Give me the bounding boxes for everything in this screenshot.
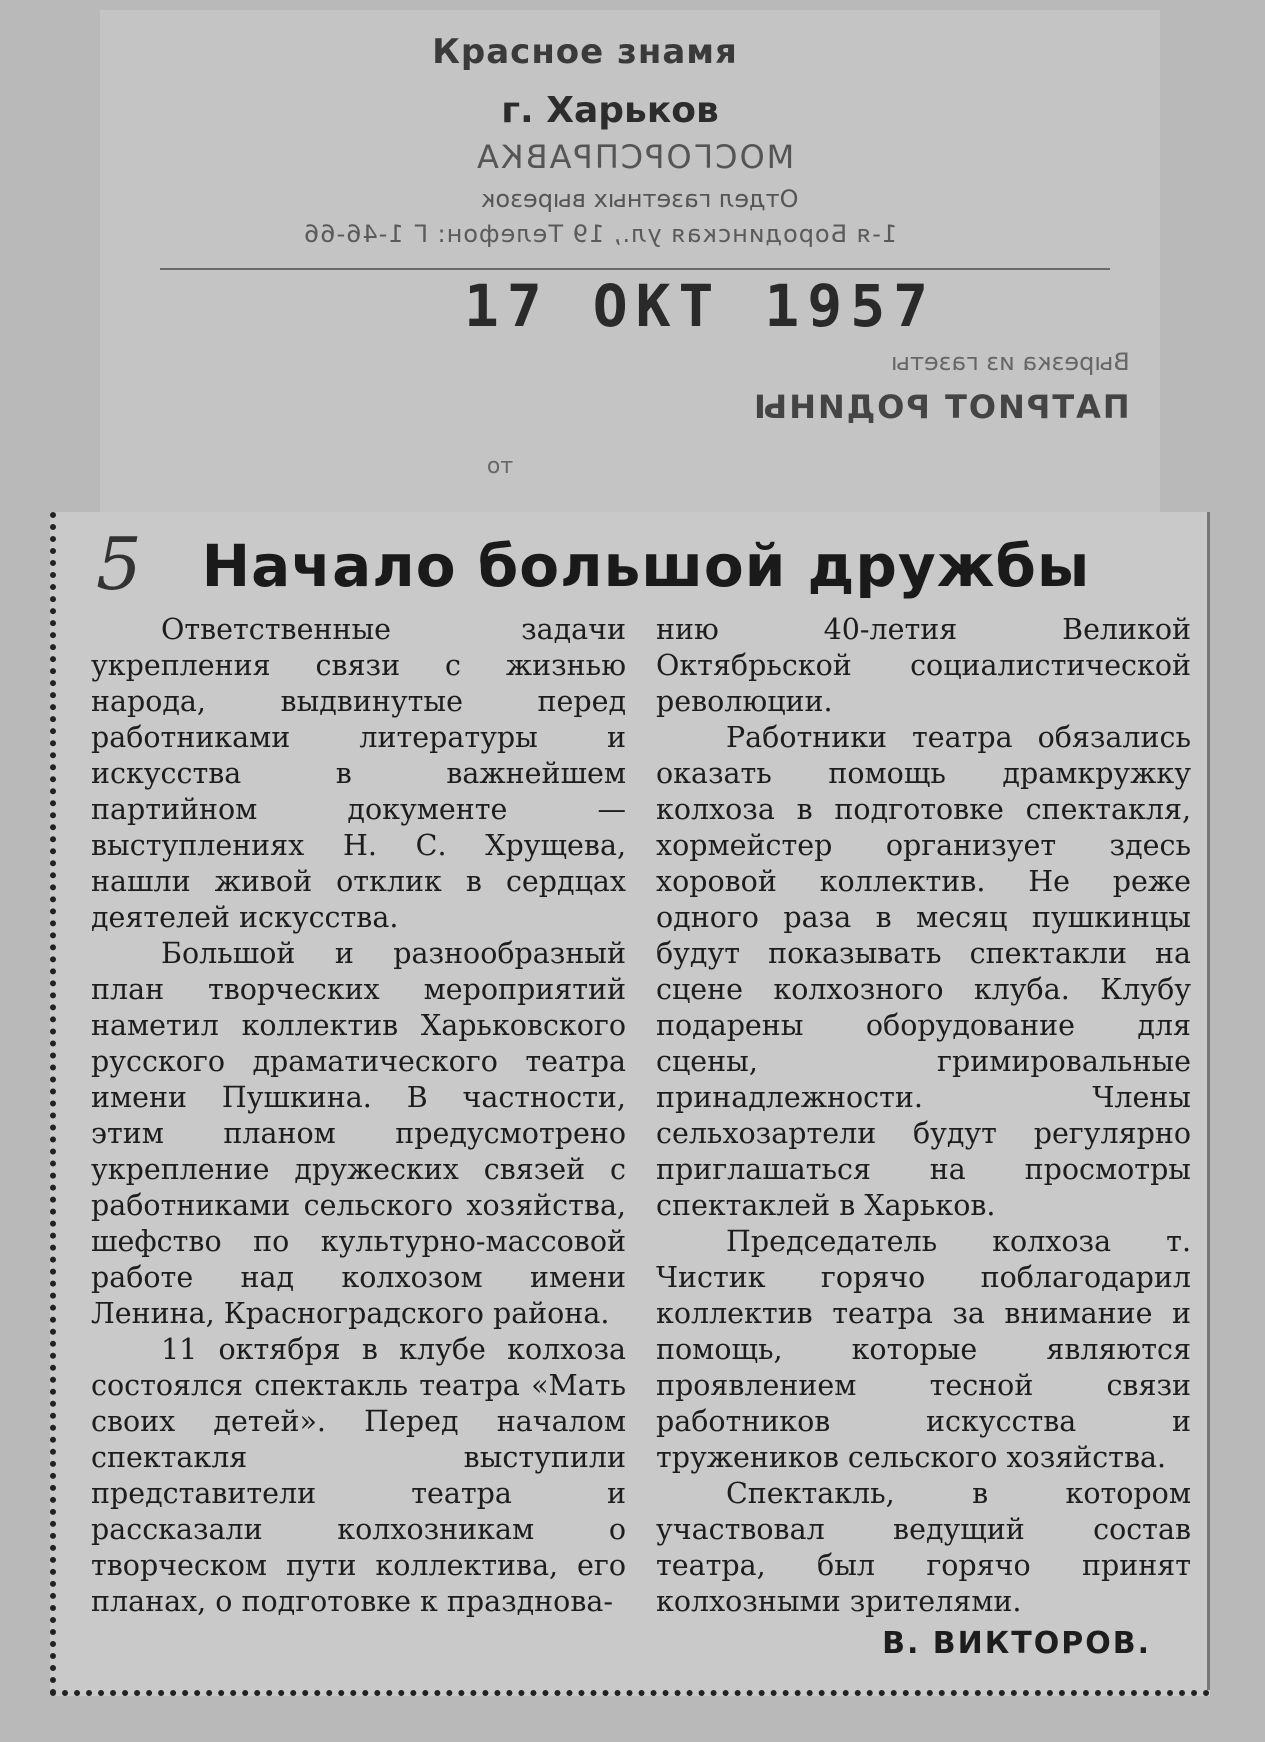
paragraph: Спектакль, в котором участвовал ведущий состав театра, был горячо принят колхозными зрителями. [656,1477,1191,1618]
stamp-department-text: Отдел газетных вырезок [481,185,799,213]
handwritten-mark: 5 [96,522,142,606]
stamp-department [370,185,910,213]
paragraph: Председатель колхоза т. Чистик горячо поблагодарил коллектив театра за внимание и помощь, которые являются проявлением тесной связи работников искусства и тружеников сельского хозяйства. [656,1225,1191,1474]
clipping-edge [1207,512,1210,1690]
article-headline: Начало большой дружбы [201,532,1091,600]
paragraph: Ответственные задачи укрепления связи с жизнью народа, выдвинутые перед работниками литературы и искусства в важнейшем партийном документе — выступлениях Н. С. Хрущева, нашли живой отклик в сердцах деятелей искусства. [91,613,626,934]
stamp-cutting-label-text: Вырезка из газеты [891,348,1130,376]
stamp-cutting-label [570,348,1130,376]
stamp-newspaper-name: Красное знамя [432,32,738,72]
stamp-address [140,220,1060,248]
stamp-source-text: ПАТРИОТ РОДИНЫ [752,388,1130,426]
stamp-address-text: 1-я Бородинская ул., 19 Телефон: Г 1-46-66 [302,220,898,248]
article-column-right [656,612,1191,1662]
paragraph: Работники театра обязались оказать помощь драмкружку колхоза в подготовке спектакля, хормейстер организует здесь хоровой коллектив. Не реже одного раза в месяц пушкинцы будут показывать спектакли на сцене колхозного клуба. Клубу подарены оборудование для сцены, гримировальные принадлежности. Члены сельхозартели будут регулярно приглашаться на просмотры спектаклей в Харьков. [656,721,1191,1222]
stamp-city: г. Харьков [501,90,719,131]
stamp-source-newspaper [570,388,1130,426]
stamp-from-label: от [486,454,514,479]
newspaper-clipping [50,512,1210,1696]
paragraph: Большой и разнообразный план творческих мероприятий наметил коллектив Харьковского русского драматического театра имени Пушкина. В частности, этим планом предусмотрено укрепление дружеских связей с работниками сельского хозяйства, шефство по культурно-массовой работе над колхозом имени Ленина, Красноградского района. [91,937,626,1330]
clipping-bureau-stamp-sheet [100,10,1160,530]
paragraph: 11 октября в клубе колхоза состоялся спектакль театра «Мать своих детей». Перед началом спектакля выступили представители театра и рассказали колхозникам о творческом пути коллектива, его планах, о подготовке к празднова- [91,1333,626,1618]
stamp-divider [160,268,1110,270]
stamp-agency [410,138,860,176]
article-column-left [91,612,626,1620]
paragraph: нию 40-летия Великой Октябрьской социалистической революции. [656,613,1191,718]
stamp-agency-text: МОСГОРСПРАВКА [475,138,795,176]
article-author: В. ВИКТОРОВ. [882,1626,1151,1661]
stamp-date: 17 ОКТ 1957 [463,272,937,340]
